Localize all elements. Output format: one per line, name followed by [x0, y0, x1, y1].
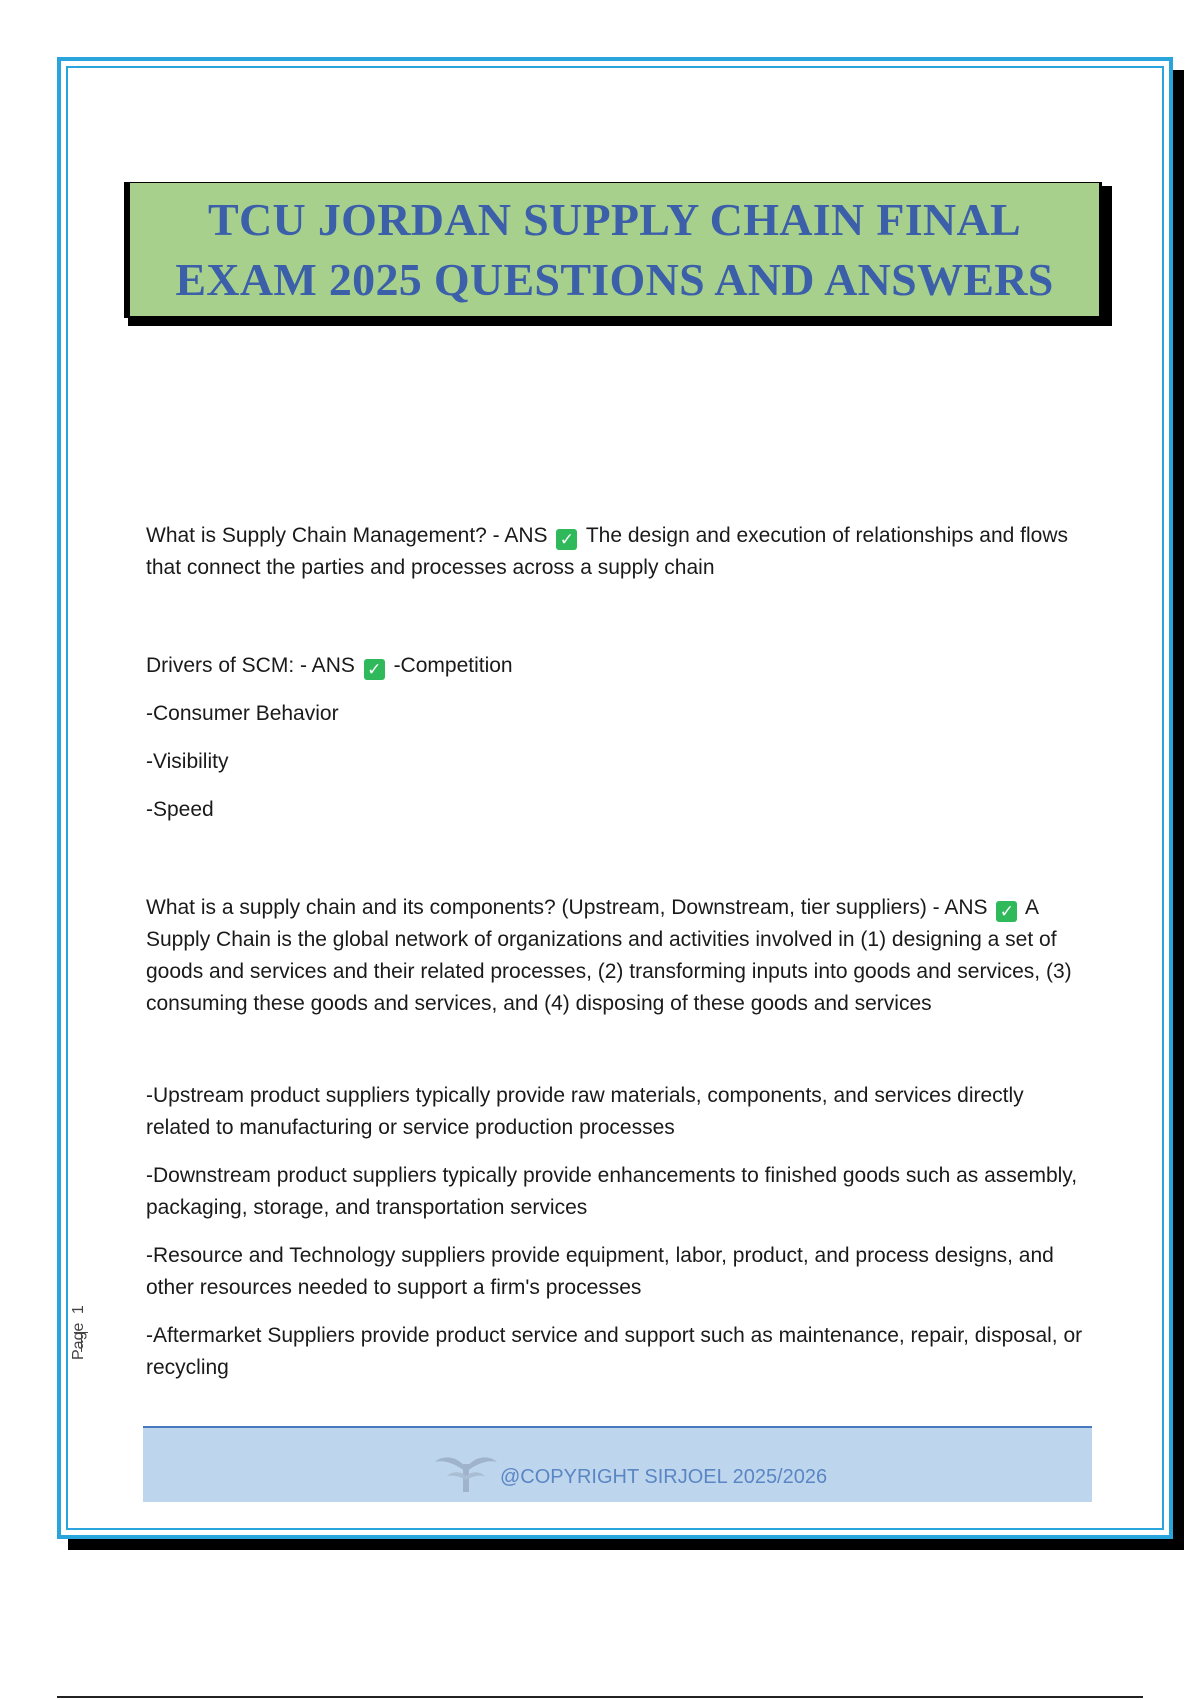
tree-logo-icon [431, 1446, 501, 1494]
list-item: -Resource and Technology suppliers provide equipment, labor, product, and process designs, and other resources needed to support a firm's processes [146, 1244, 1054, 1299]
check-mark-icon: ✓ [364, 659, 385, 680]
list-item: -Speed [146, 798, 214, 821]
list-item: -Aftermarket Suppliers provide product service and support such as maintenance, repair, disposal, or recycling [146, 1324, 1083, 1379]
title-banner [124, 182, 1102, 318]
document-body [146, 520, 1090, 1384]
question-text: What is Supply Chain Management? - ANS [146, 524, 548, 547]
page-title-line-2: EXAM 2025 QUESTIONS AND ANSWERS [175, 253, 1054, 305]
answer-text: A Supply Chain is the global network of organizations and activities involved in (1) designing a set of goods and services and their related processes, (2) transforming inputs into goods and services, (3) consuming these goods and services, and (4) disposing of these goods and services [146, 896, 1072, 1015]
answer-text: -Competition [393, 654, 513, 677]
check-mark-icon: ✓ [996, 901, 1017, 922]
qa-item-1 [146, 520, 1090, 584]
list-item: -Downstream product suppliers typically provide enhancements to finished goods such as assembly, packaging, storage, and transportation services [146, 1164, 1078, 1219]
check-mark-icon: ✓ [556, 529, 577, 550]
bottom-divider [57, 1696, 1143, 1698]
page-label-text: Page [70, 1322, 87, 1360]
list-item: -Consumer Behavior [146, 702, 339, 725]
list-item: -Upstream product suppliers typically provide raw materials, components, and services directly related to manufacturing or service production processes [146, 1084, 1024, 1139]
question-text: Drivers of SCM: - ANS [146, 654, 355, 677]
footer [143, 1426, 1092, 1502]
page-number: 1 [70, 1305, 87, 1315]
page-title [175, 190, 1053, 310]
answer-text: The design and execution of relationships and flows that connect the parties and processes across a supply chain [146, 524, 1068, 579]
copyright-text: @COPYRIGHT SIRJOEL 2025/2026 [500, 1466, 828, 1488]
page-label [70, 1305, 88, 1360]
list-item: -Visibility [146, 750, 229, 773]
qa-item-2 [146, 650, 1090, 682]
qa-item-3 [146, 892, 1090, 1020]
question-text: What is a supply chain and its components? (Upstream, Downstream, tier suppliers) - ANS [146, 896, 988, 919]
page-title-line-1: TCU JORDAN SUPPLY CHAIN FINAL [208, 193, 1021, 245]
